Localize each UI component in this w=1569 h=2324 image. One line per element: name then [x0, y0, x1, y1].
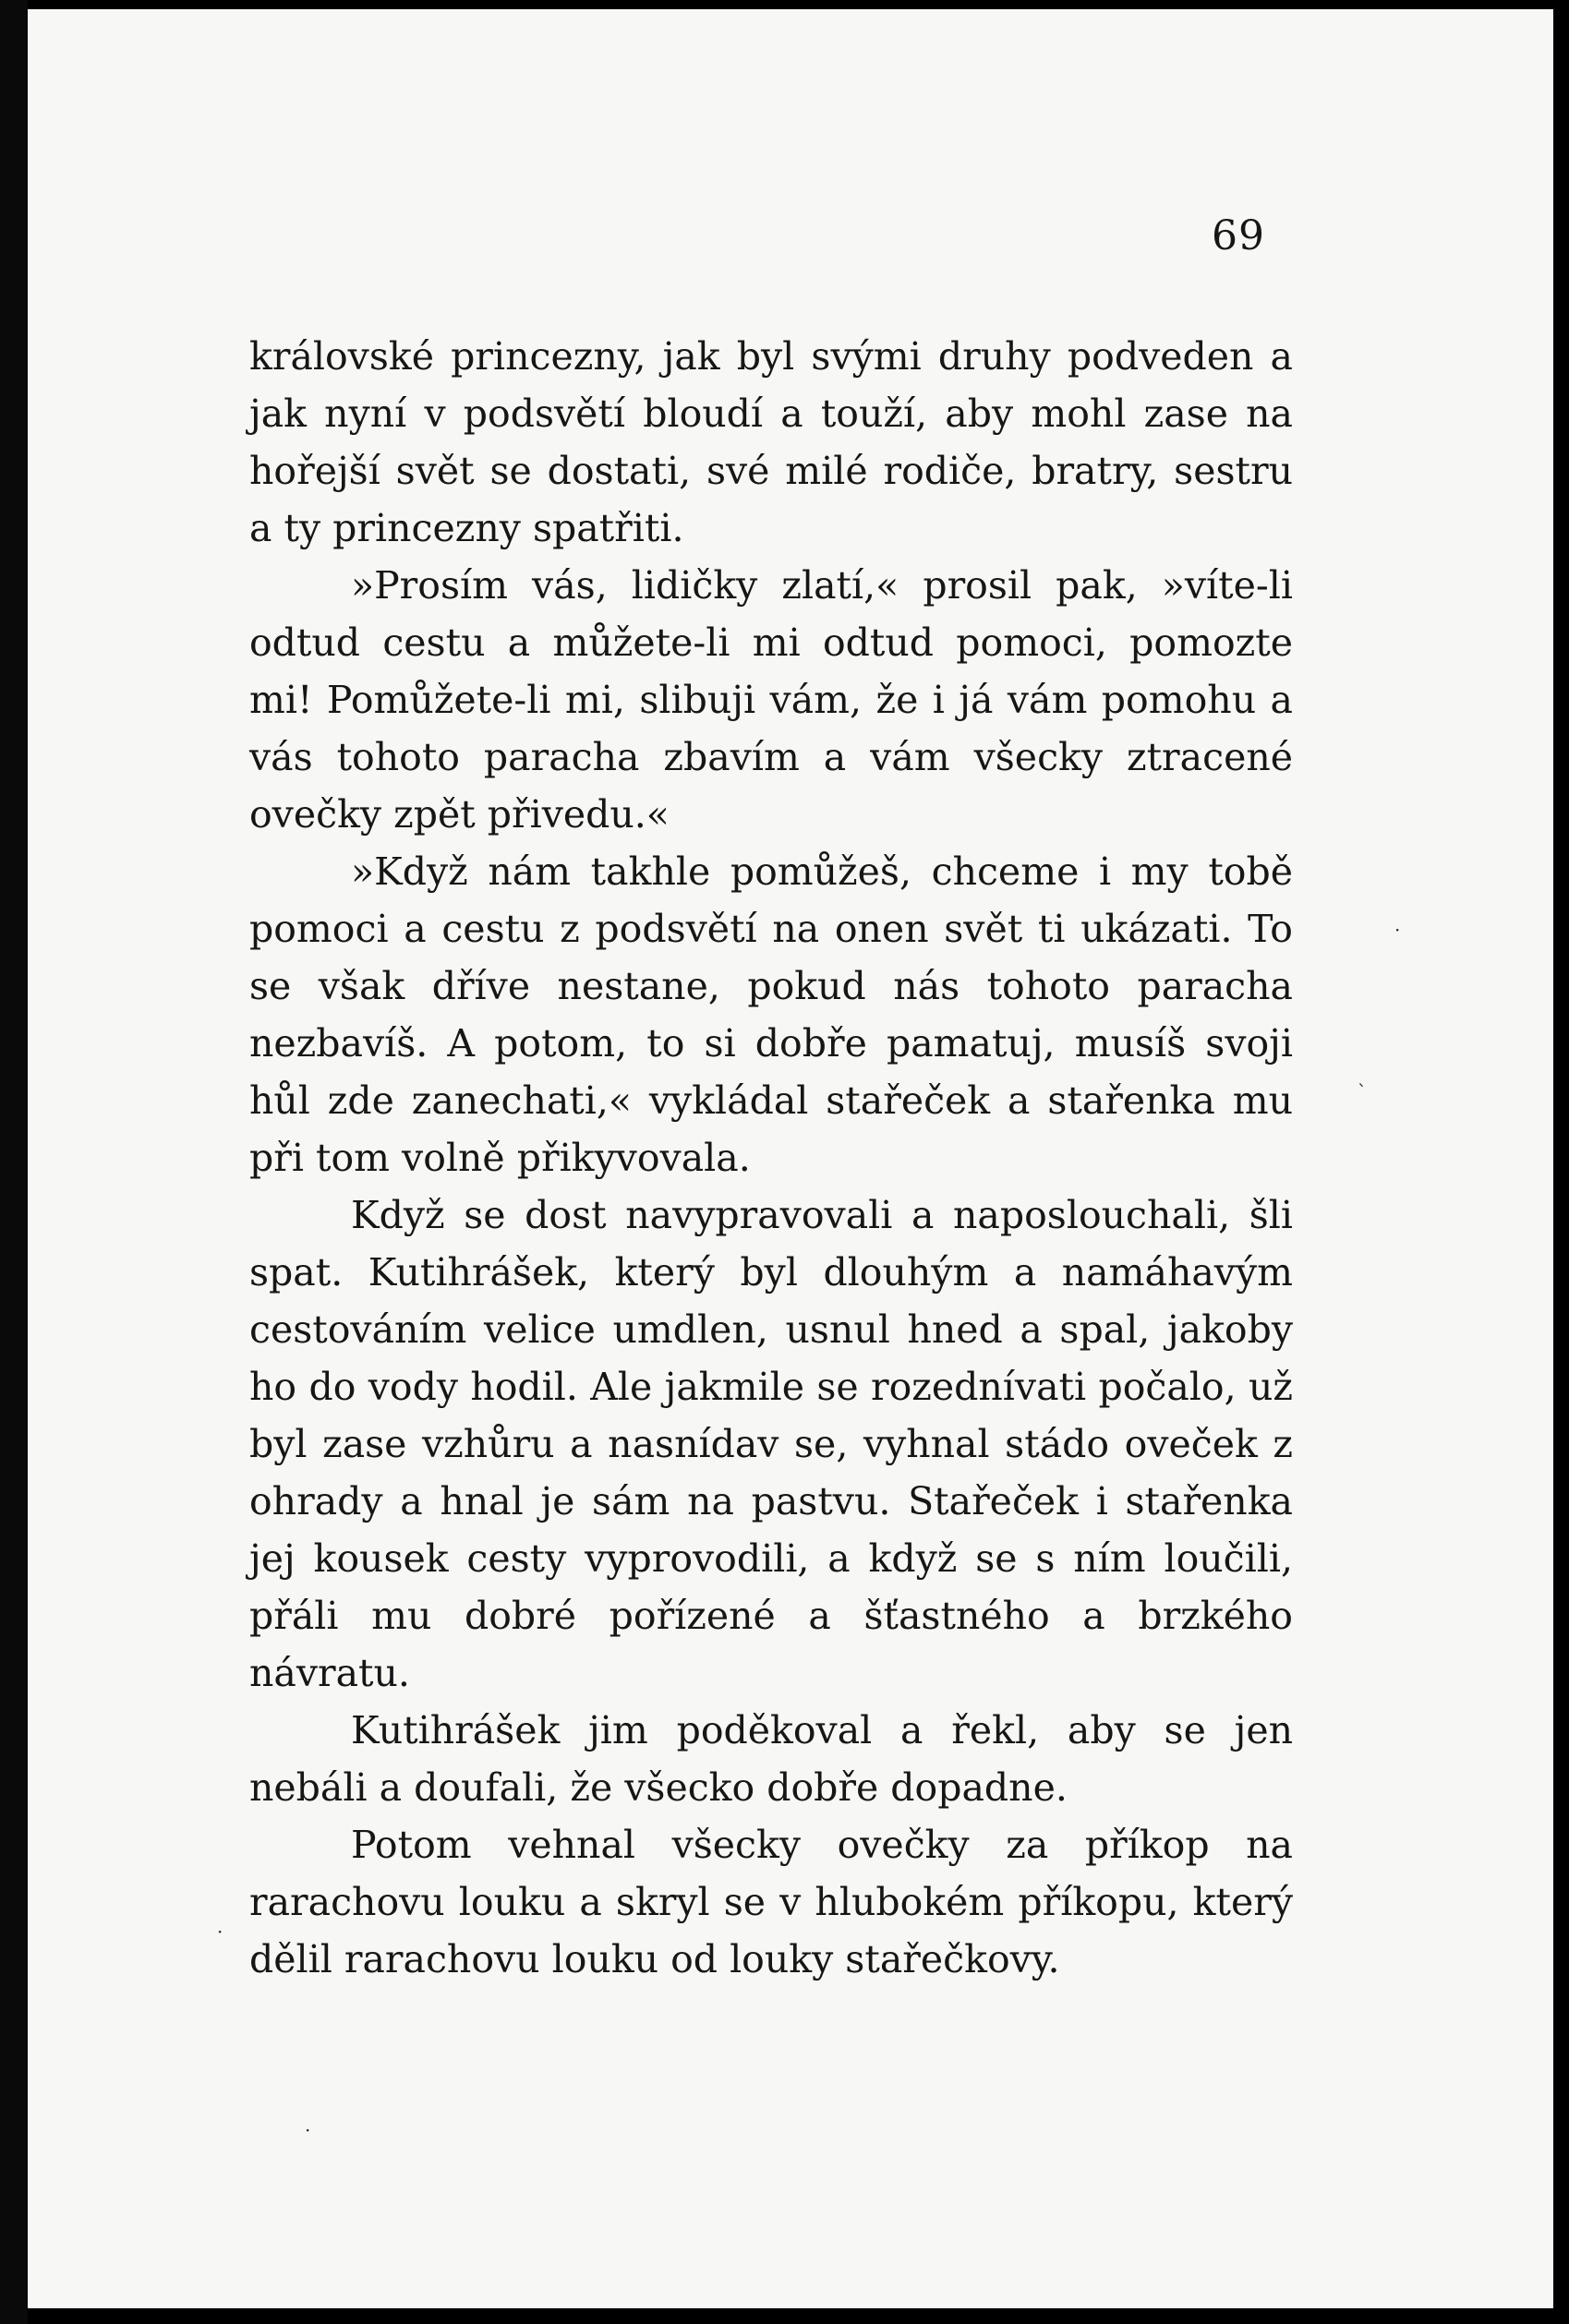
scan-speck: ` [1358, 1080, 1367, 1102]
book-page [28, 9, 1553, 2308]
paragraph: »Když nám takhle pomůžeš, chceme i my tobě pomoci a cestu z podsvětí na onen svět ti ukázati. To se však dříve nestane, pokud nás tohoto paracha nezbavíš. A potom, to si dobře pamatuj, musíš svoji hůl zde zanechati,« vykládal stařeček a stařenka mu při tom volně přikyvovala. [249, 849, 1293, 1180]
scan-left-border [0, 0, 28, 2324]
paragraph: královské princezny, jak byl svými druhy podveden a jak nyní v podsvětí bloudí a touží, aby mohl zase na hořejší svět se dostati, své milé rodiče, bratry, sestru a ty princezny spatřiti. [249, 334, 1293, 550]
page-number: 69 [1212, 212, 1265, 259]
scan-speck: · [217, 1921, 223, 1943]
paragraph: Když se dost navypravovali a naposlouchali, šli spat. Kutihrášek, který byl dlouhým a namáhavým cestováním velice umdlen, usnul hned a spal, jakoby ho do vody hodil. Ale jakmile se rozednívati počalo, už byl zase vzhůru a nasnídav se, vyhnal stádo oveček z ohrady a hnal je sám na pastvu. Stařeček i stařenka jej kousek cesty vyprovodili, a když se s ním loučili, přáli mu dobré pořízené a šťastného a brzkého návratu. [249, 1193, 1293, 1695]
scan-speck: · [1394, 919, 1401, 941]
paragraph: »Prosím vás, lidičky zlatí,« prosil pak, »víte-li odtud cestu a můžete-li mi odtud pomoci, pomozte mi! Pomůžete-li mi, slibuji vám, že i já vám pomohu a vás tohoto paracha zbavím a vám všecky ztracené ovečky zpět přivedu.« [249, 563, 1293, 837]
body-text [249, 328, 1293, 1988]
scan-speck: · [305, 2119, 311, 2141]
paragraph: Kutihrášek jim poděkoval a řekl, aby se jen nebáli a doufali, že všecko dobře dopadne. [249, 1708, 1293, 1810]
paragraph: Potom vehnal všecky ovečky za příkop na rarachovu louku a skryl se v hlubokém příkopu, který dělil rarachovu louku od louky stařečkovy. [249, 1823, 1293, 1981]
